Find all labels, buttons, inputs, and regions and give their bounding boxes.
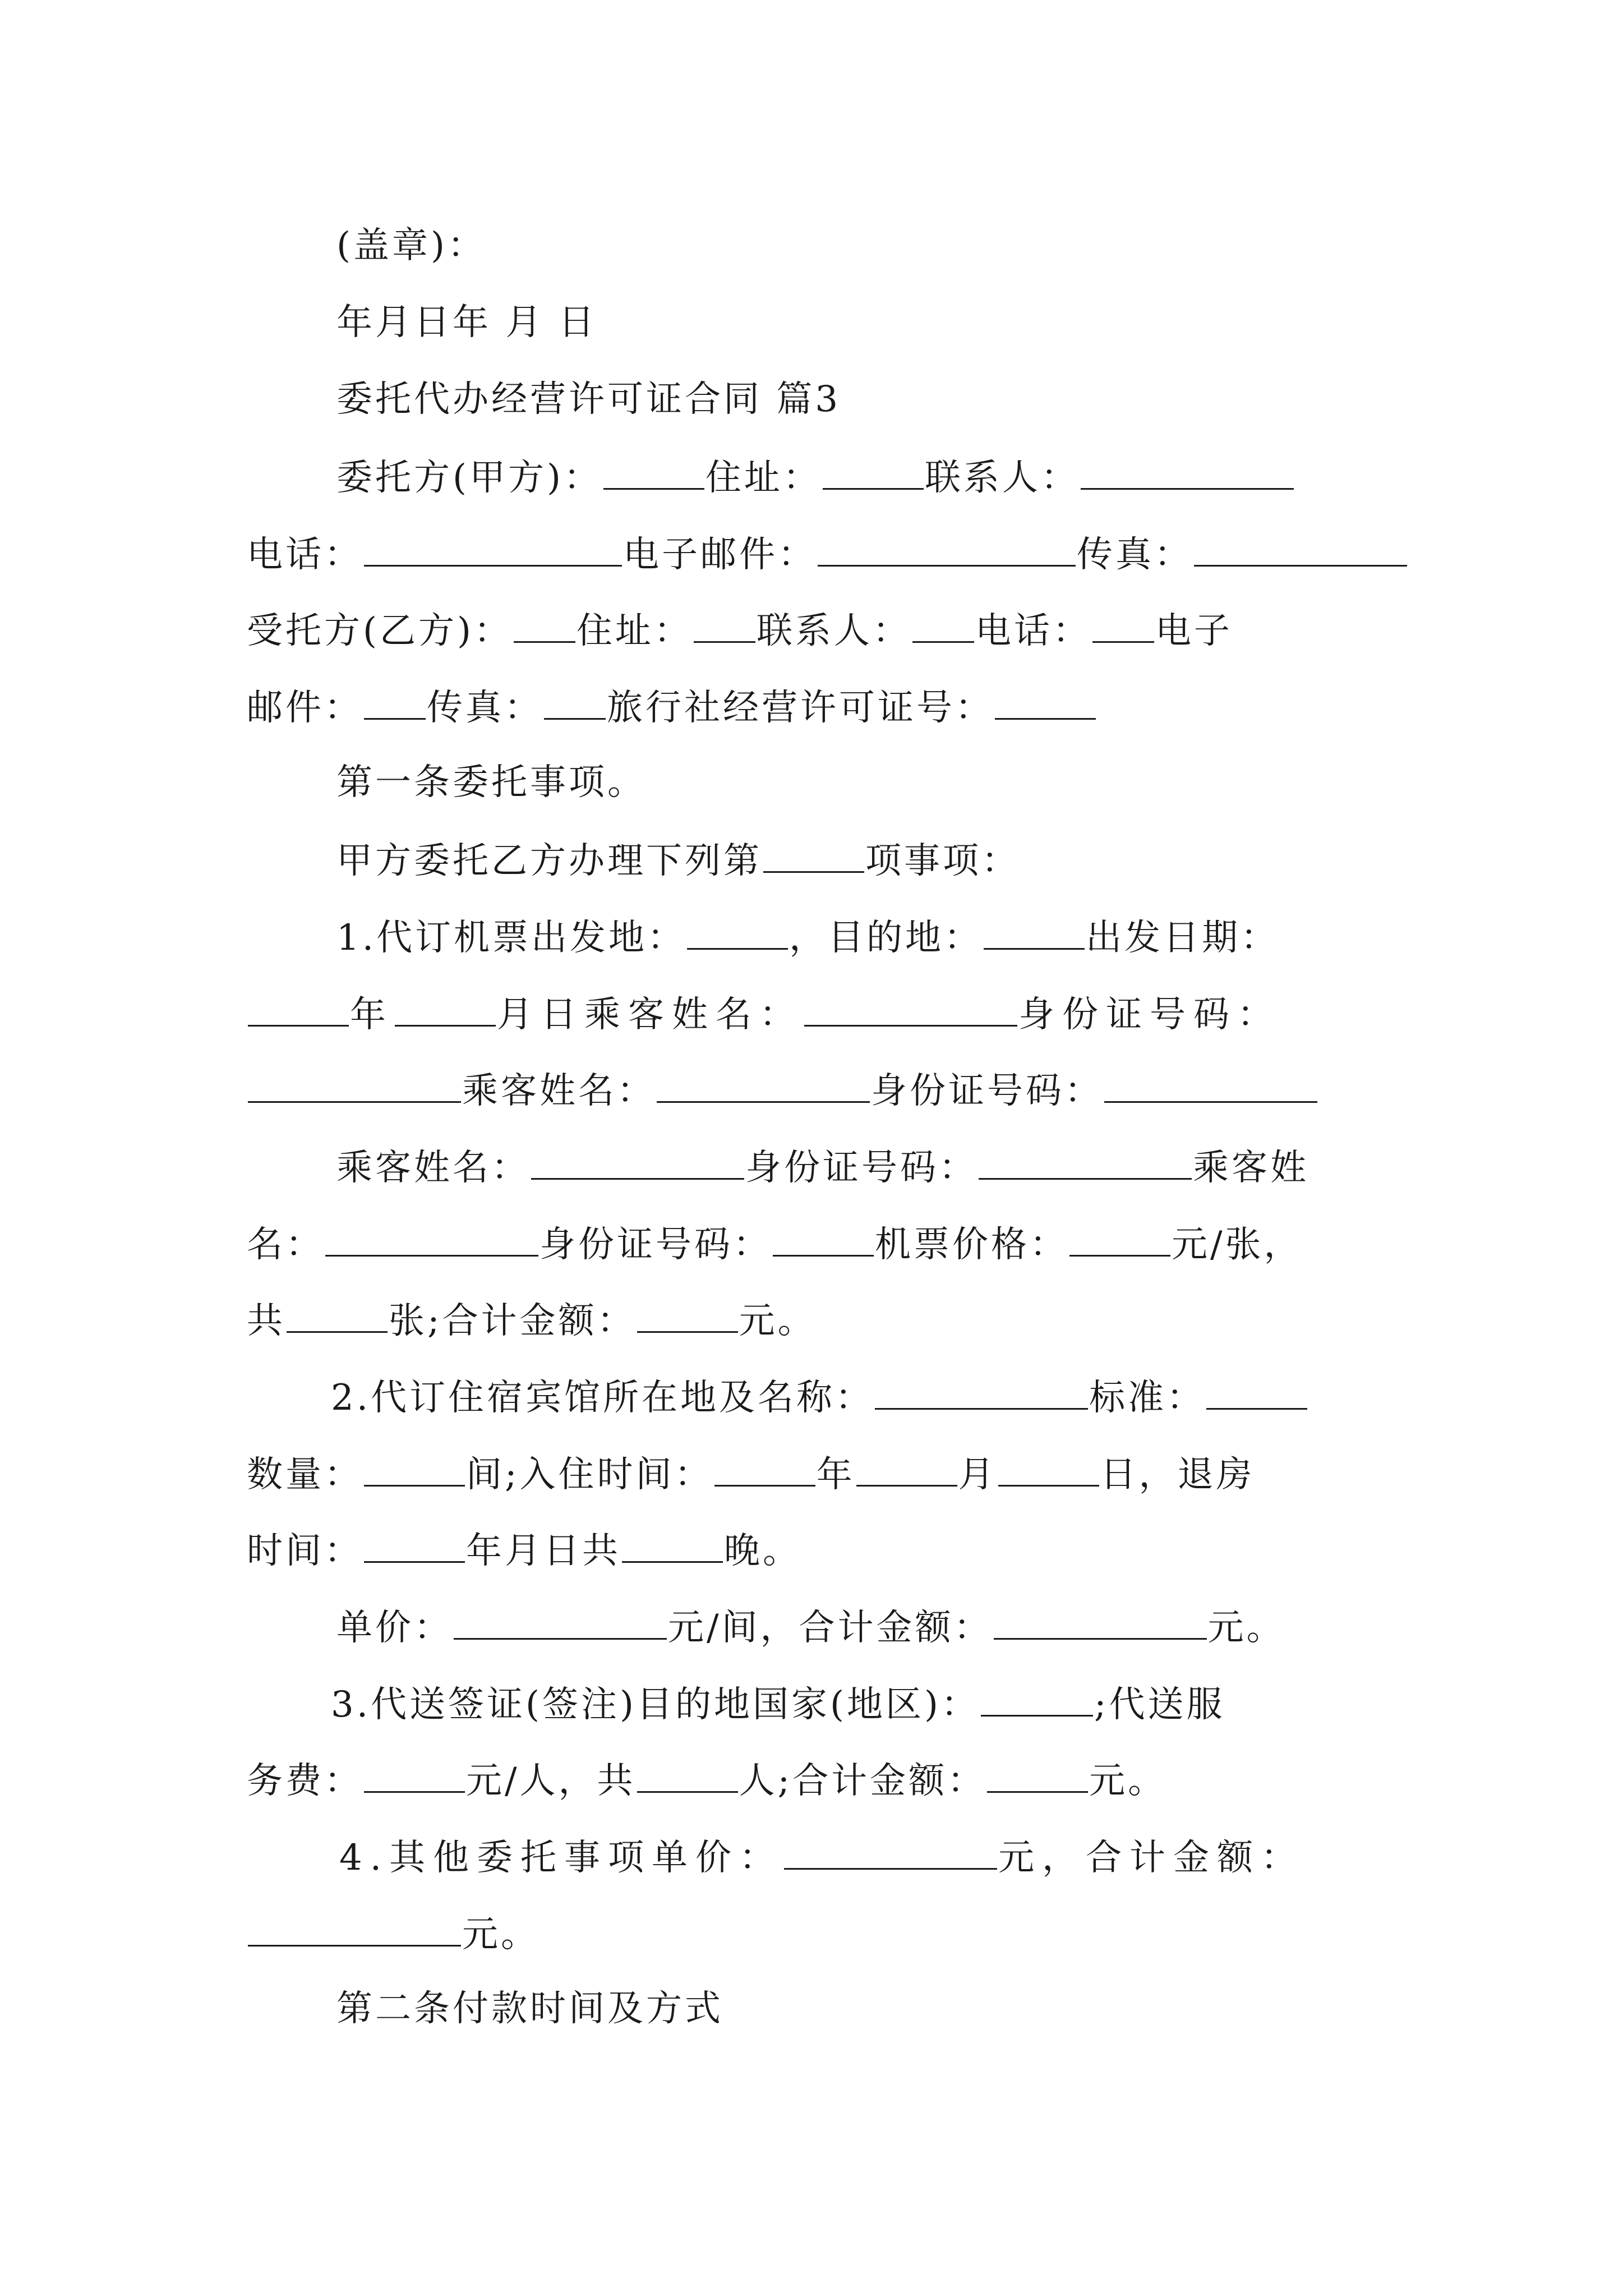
blank-passenger-1[interactable] [804,990,1017,1027]
blank-hotel-name[interactable] [875,1373,1088,1410]
stamp-line [336,223,1385,268]
blank-ticket-price[interactable] [1069,1220,1170,1257]
visa-fee-line: 务费： 元/人，共 人;合计金额： 元。 [247,1756,1385,1803]
ticket-total-line: 共 张;合计金额： 元。 [247,1296,1385,1343]
blank-agent-address[interactable] [694,606,755,643]
passenger-line-3: 名： 身份证号码： 机票价格： 元/张， [247,1220,1385,1267]
blank-checkin-day[interactable] [998,1450,1099,1487]
blank-room-price[interactable] [454,1603,667,1640]
hotel-price-line: 单价： 元/间，合计金额： 元。 [336,1603,1385,1650]
blank-hotel-standard[interactable] [1206,1373,1307,1410]
blank-agent-fax[interactable] [544,683,606,720]
article-2-heading: 第二条付款时间及方式 [336,1988,723,2030]
blank-id-4[interactable] [773,1220,874,1257]
other-total-line: 元。 [247,1910,1385,1957]
entrust-items-line: 甲方委托乙方办理下列第 项事项： [336,836,1385,884]
contract-title: 委托代办经营许可证合同 篇3 [336,379,841,420]
blank-other-price[interactable] [784,1833,997,1870]
blank-destination[interactable] [984,913,1085,950]
passenger-line-1: 乘客姓名： 身份证号码： [247,1066,1385,1114]
blank-nights[interactable] [622,1526,723,1563]
blank-email[interactable] [818,530,1076,567]
blank-visa-total[interactable] [987,1756,1088,1793]
blank-license-no[interactable] [995,683,1096,720]
blank-contact[interactable] [1081,453,1294,490]
principal-line: 委托方(甲方)： 住址： 联系人： [336,453,1385,500]
blank-address[interactable] [823,453,924,490]
blank-visa-fee[interactable] [364,1756,465,1793]
blank-item-number[interactable] [763,836,864,873]
flight-date-line: 年 月日乘客姓名： 身份证号码： [247,990,1385,1037]
blank-checkin-year[interactable] [714,1450,815,1487]
blank-other-total[interactable] [248,1910,461,1947]
date-line [336,300,1385,345]
blank-passenger-3[interactable] [531,1143,744,1180]
blank-id-3[interactable] [979,1143,1192,1180]
blank-agent-phone[interactable] [1092,606,1154,643]
principal-contact-line: 电话： 电子邮件： 传真： [247,530,1385,577]
date-label: 年月日年 月 日 [336,302,597,343]
blank-agent[interactable] [514,606,575,643]
agent-line: 受托方(乙方)： 住址： 联系人： 电话： 电子 [247,606,1385,654]
blank-checkout[interactable] [364,1526,465,1563]
article-1-heading: 第一条委托事项。 [336,762,646,803]
blank-checkin-month[interactable] [856,1450,957,1487]
blank-visa-country[interactable] [981,1680,1093,1717]
blank-id-1[interactable] [248,1066,461,1103]
stamp-label: (盖章)： [336,225,486,266]
blank-departure[interactable] [687,913,788,950]
hotel-line: 2.代订住宿宾馆所在地及名称： 标准： [331,1373,1385,1420]
blank-ticket-total[interactable] [637,1296,738,1333]
blank-agent-contact[interactable] [912,606,974,643]
flight-line: 1.代订机票出发地： ，目的地： 出发日期： [336,913,1385,960]
blank-month[interactable] [395,990,496,1027]
other-items-line: 4.其他委托事项单价： 元，合计金额： [339,1833,1385,1880]
blank-agent-email[interactable] [364,683,426,720]
blank-id-2[interactable] [1104,1066,1317,1103]
blank-ticket-count[interactable] [287,1296,388,1333]
blank-year[interactable] [248,990,349,1027]
hotel-quantity-line: 数量： 间;入住时间： 年 月 日，退房 [247,1450,1385,1497]
passenger-line-2: 乘客姓名： 身份证号码： 乘客姓 [336,1143,1385,1190]
blank-phone[interactable] [364,530,622,567]
checkout-line: 时间： 年月日共 晚。 [247,1526,1385,1573]
visa-line: 3.代送签证(签注)目的地国家(地区)： ;代送服 [331,1680,1385,1727]
section-title [336,377,1385,422]
blank-fax[interactable] [1194,530,1407,567]
agent-contact-line: 邮件： 传真： 旅行社经营许可证号： [247,683,1385,730]
blank-room-count[interactable] [364,1450,465,1487]
blank-principal[interactable] [603,453,704,490]
blank-visa-persons[interactable] [637,1756,738,1793]
blank-passenger-2[interactable] [657,1066,870,1103]
blank-passenger-4[interactable] [325,1220,538,1257]
blank-hotel-total[interactable] [994,1603,1207,1640]
